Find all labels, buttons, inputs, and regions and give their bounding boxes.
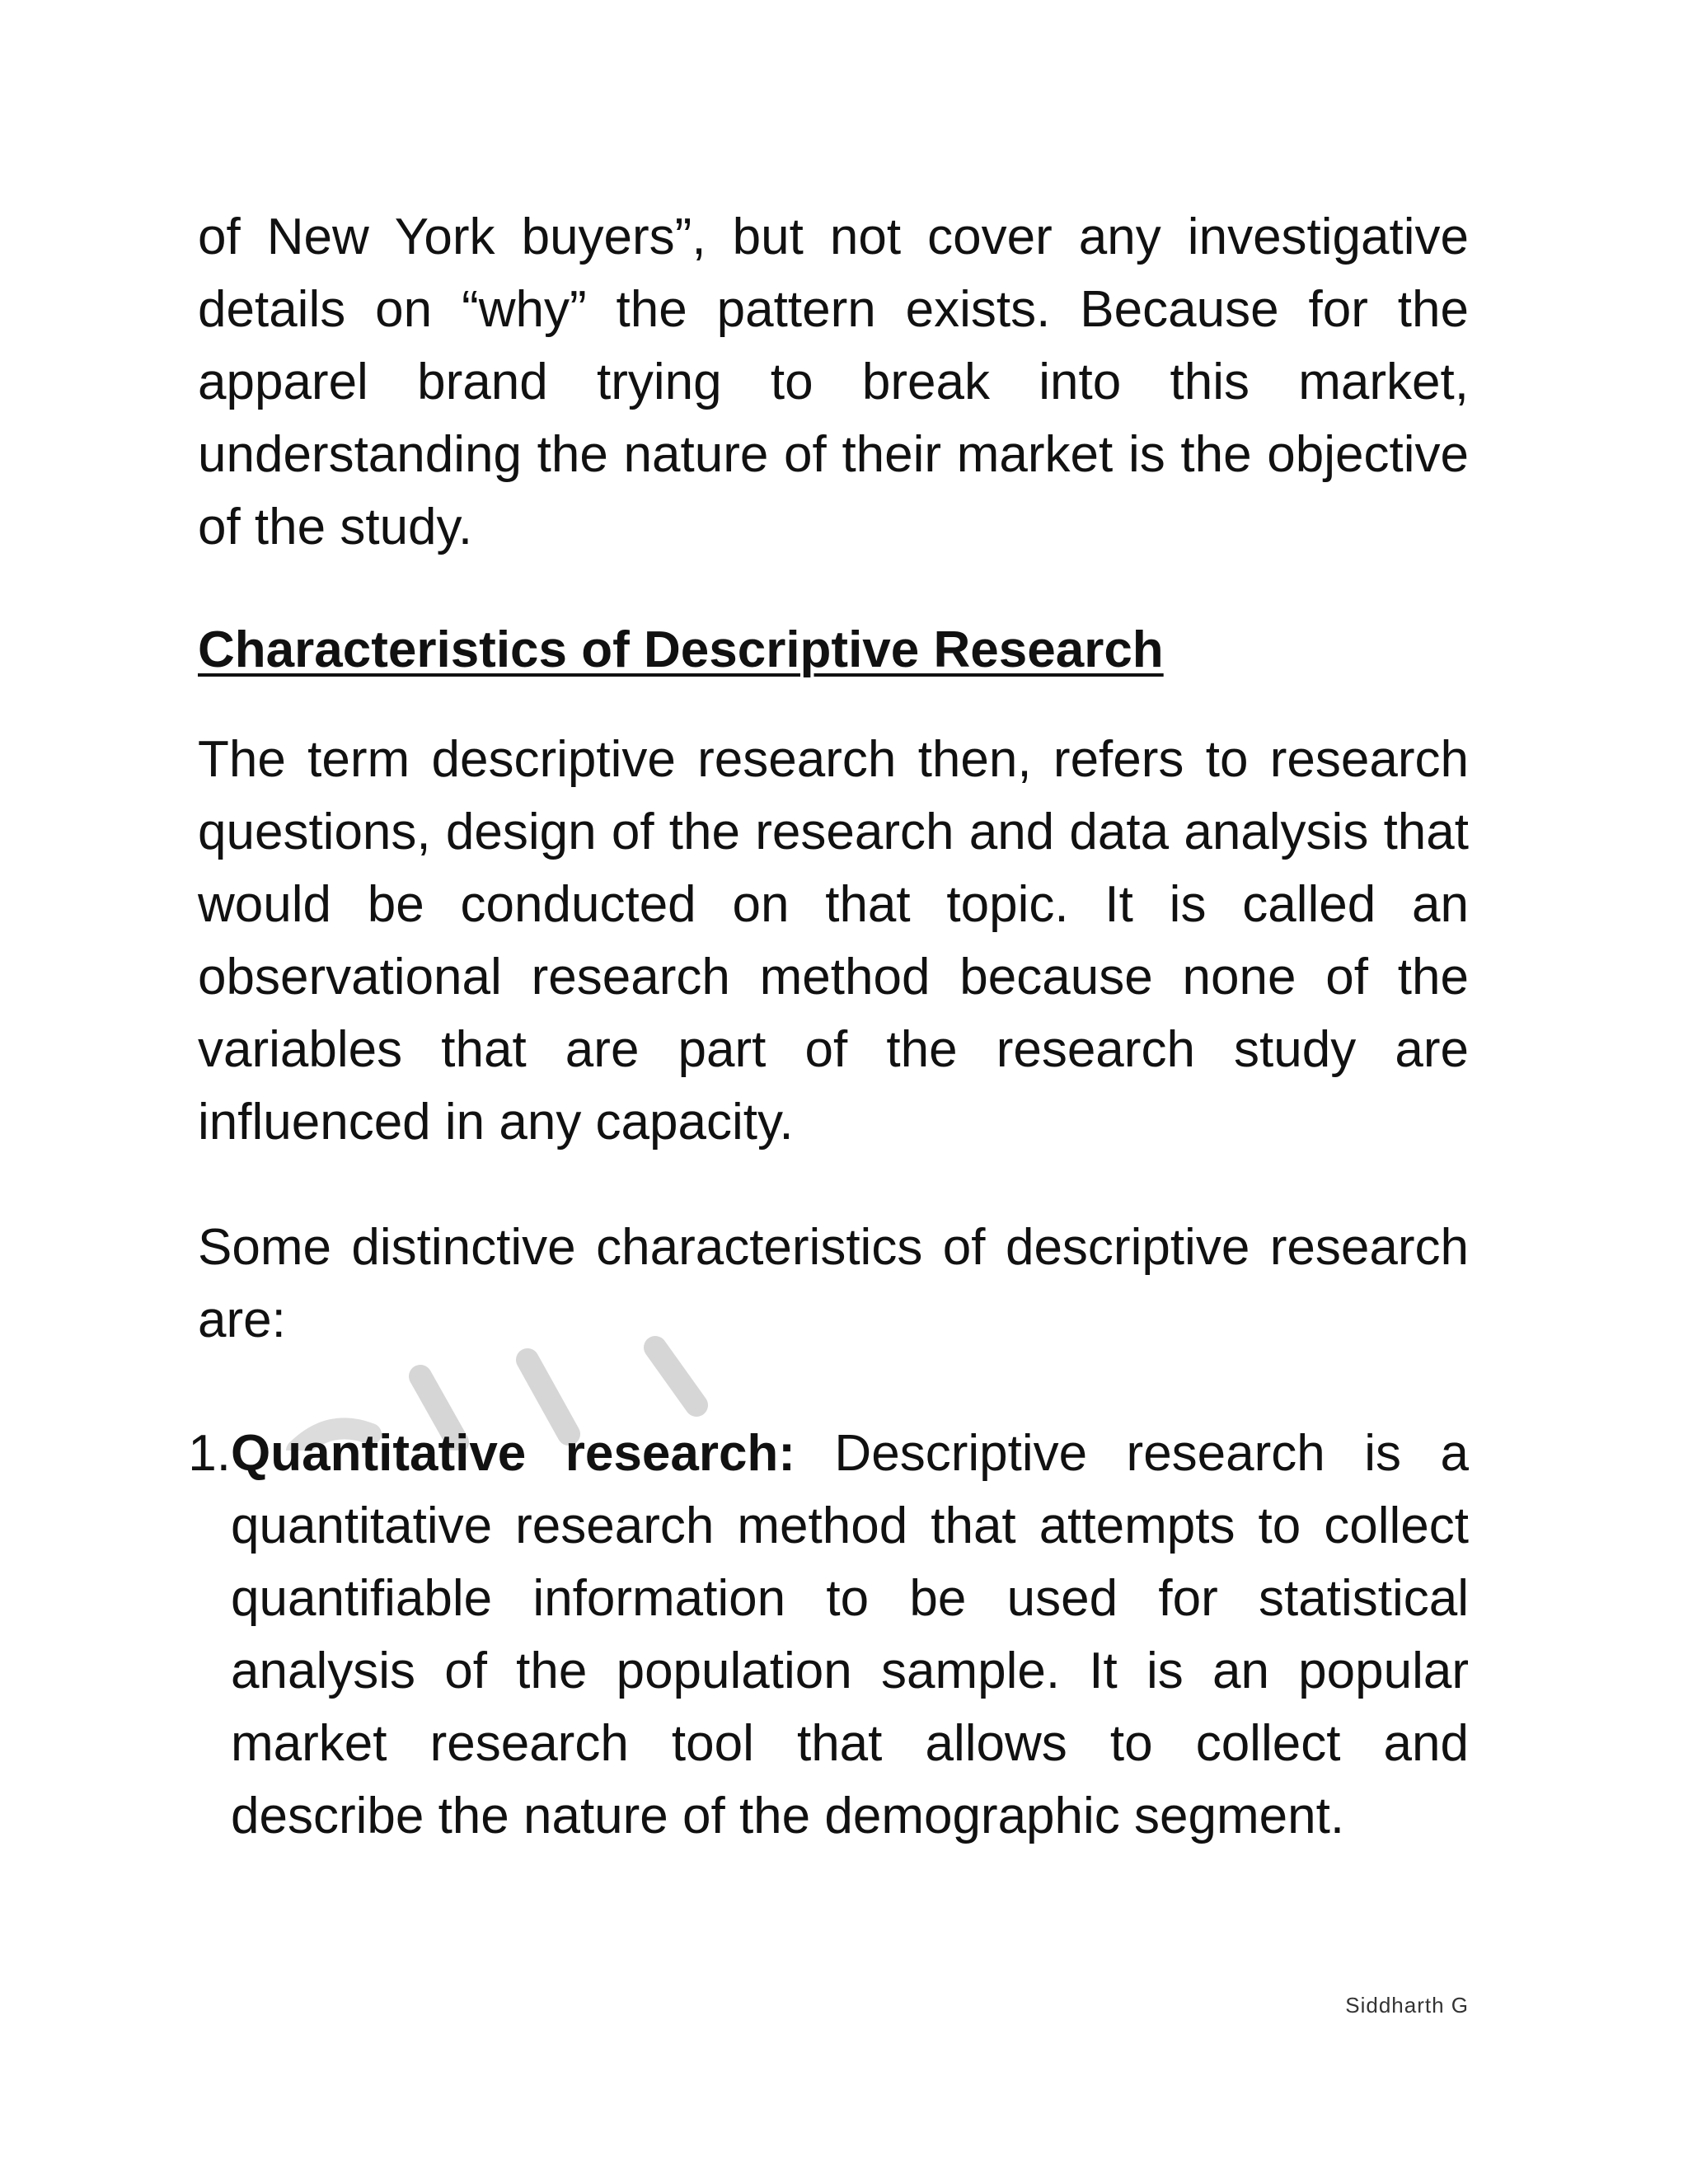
section-heading: Characteristics of Descriptive Research: [198, 621, 1164, 678]
characteristics-list: [180, 1418, 1469, 1853]
characteristics-intro-paragraph: Some distinctive characteristics of descriptive research are:: [198, 1219, 1469, 1348]
definition-paragraph: The term descriptive research then, refers to research questions, design of the research and data analysis that would be conducted on that topic. It is called an observational research method because none of the variables that are part of the research study are influenced in any capacity.: [198, 731, 1469, 1151]
list-item-term: Quantitative research:: [231, 1425, 795, 1482]
intro-paragraph: of New York buyers”, but not cover any investigative details on “why” the pattern exists. Because for the apparel brand trying to break into this market, understanding the nature of their market is the objective of the study.: [198, 209, 1469, 555]
footer-author: Siddharth G: [1345, 1993, 1469, 2018]
list-item-body: [231, 1418, 1469, 1853]
list-item-description: Descriptive research is a quantitative research method that attempts to collect quantifiable information to be used for statistical analysis of the population sample. It is an popular market research tool that allows to collect and describe the nature of the demographic segment.: [231, 1425, 1469, 1844]
list-item-number: 1.: [188, 1425, 231, 1482]
list-item: [180, 1418, 1469, 1853]
